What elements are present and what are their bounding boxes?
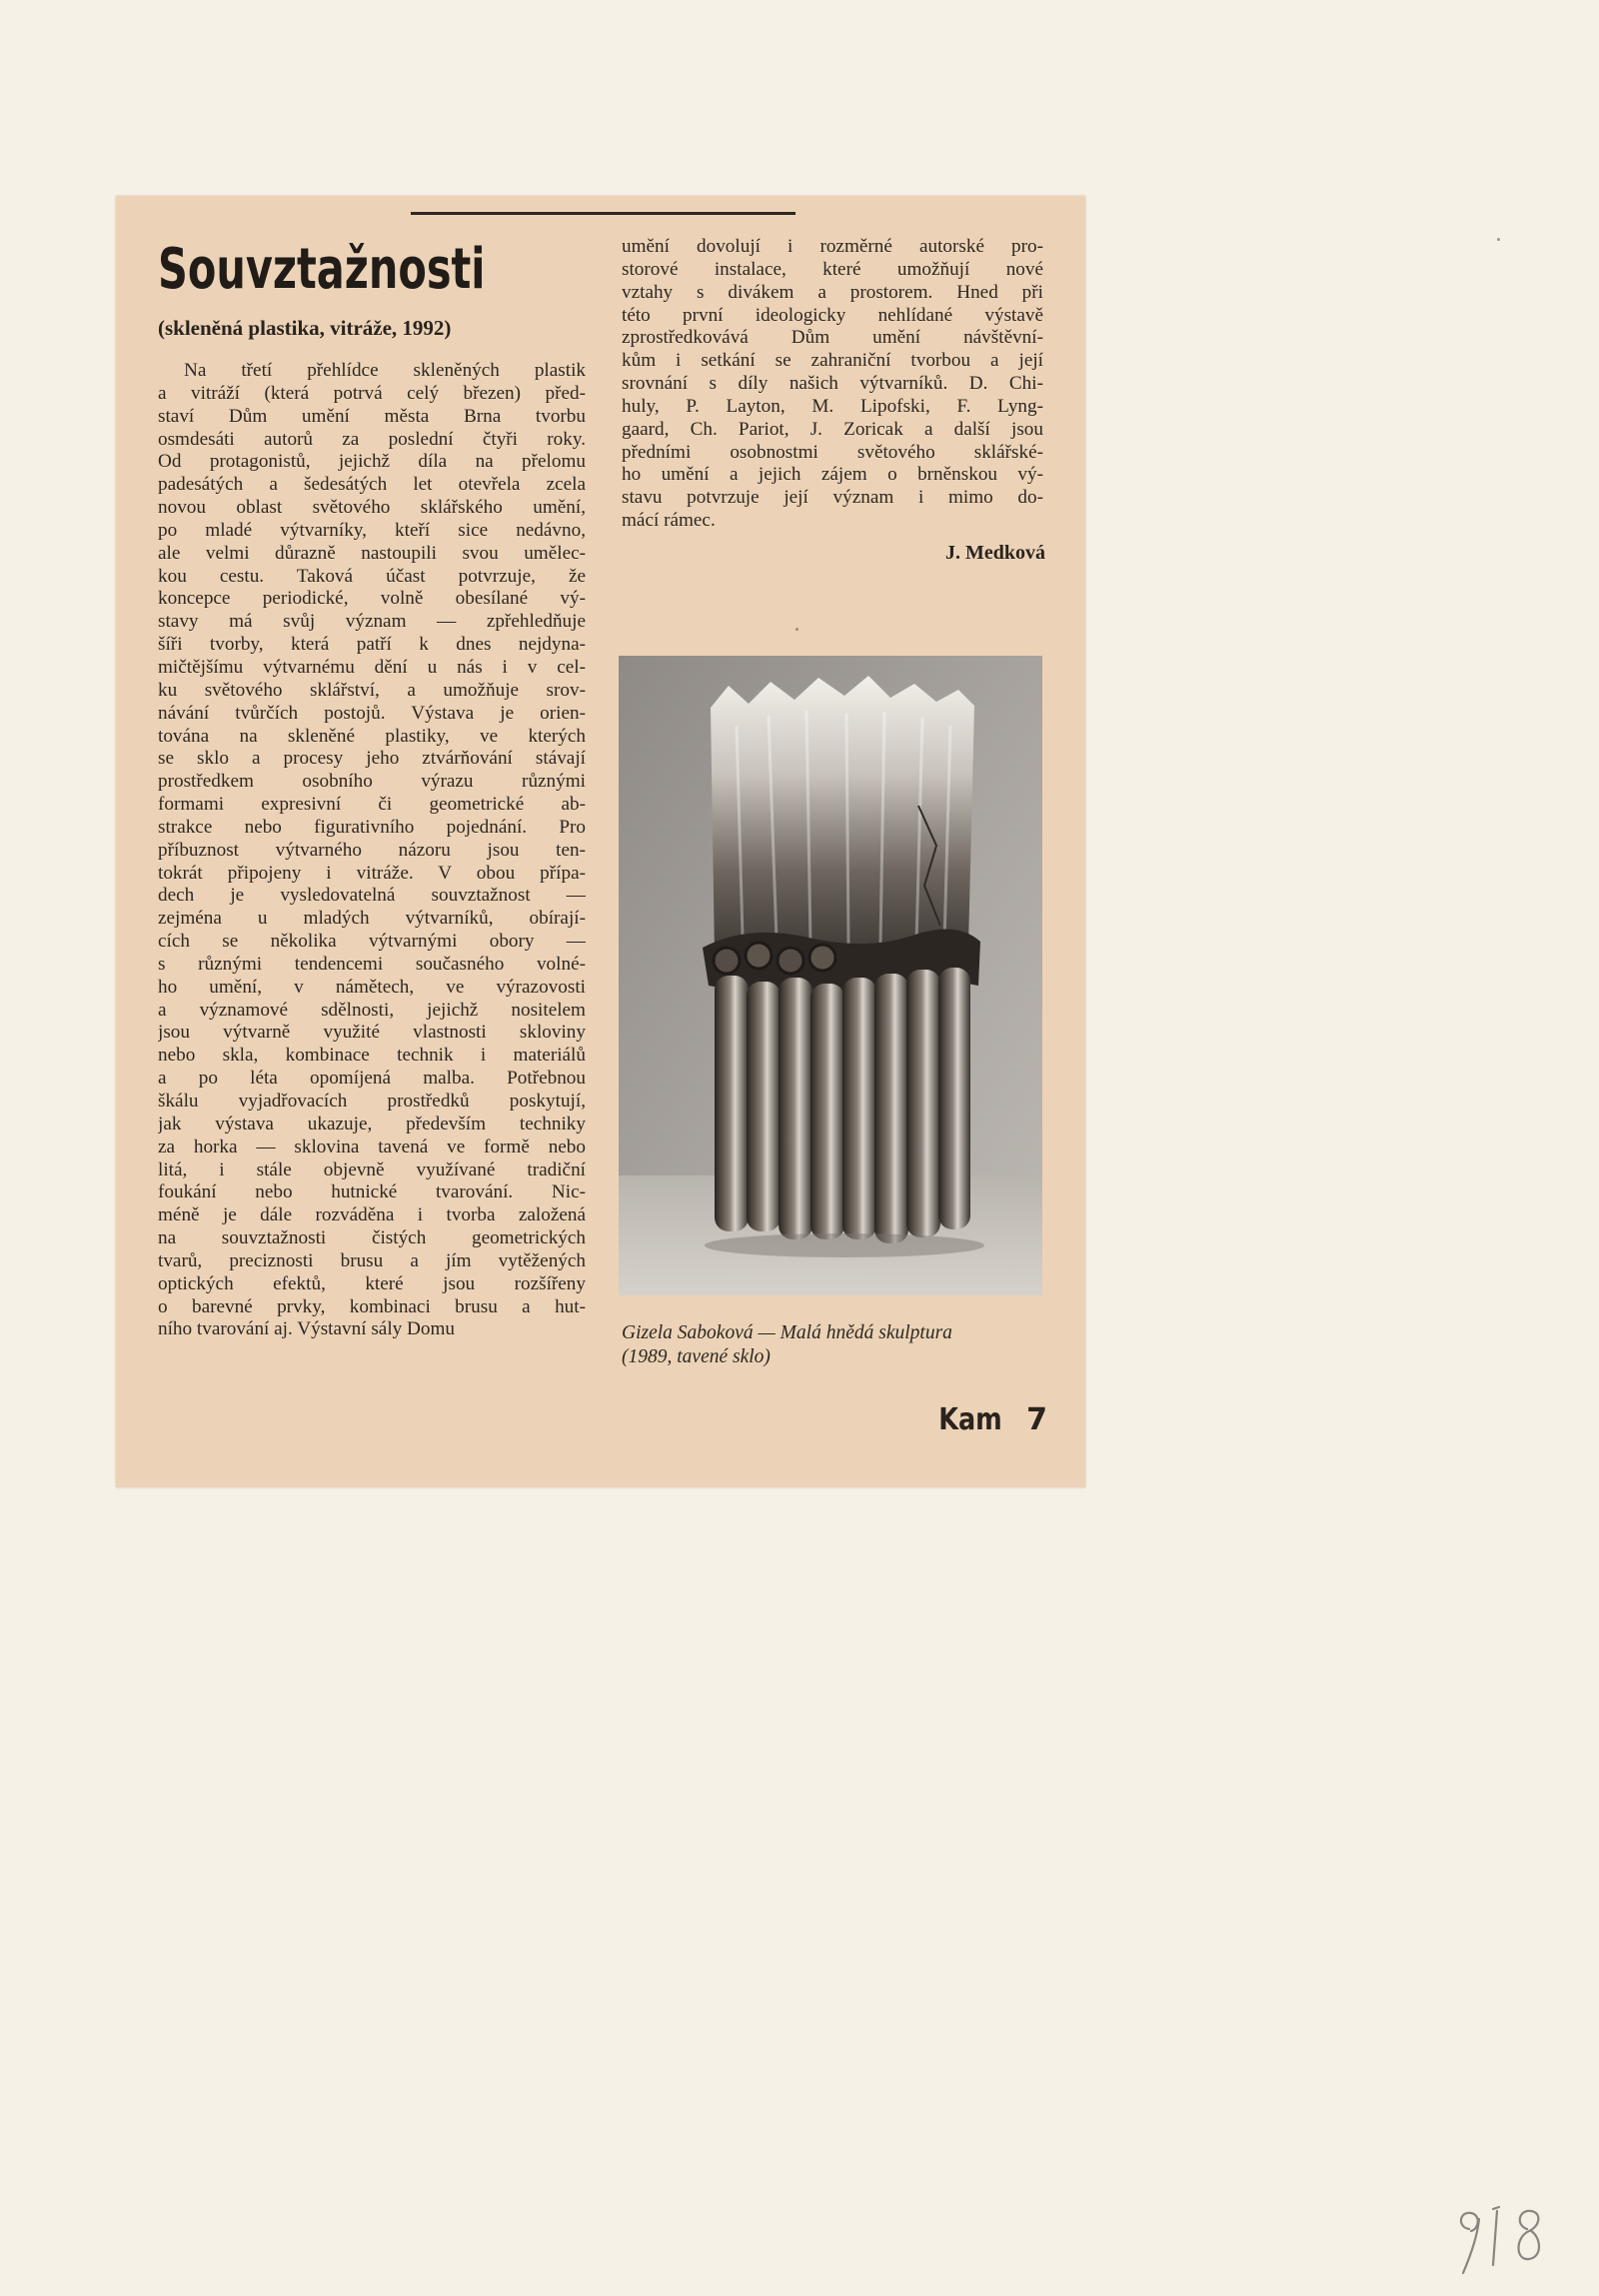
article-text-line: foukání nebo hutnické tvarování. Nic- xyxy=(158,1181,586,1203)
article-text-line: jak výstava ukazuje, především techniky xyxy=(158,1113,586,1135)
article-text-line: škálu vyjadřovacích prostředků poskytují, xyxy=(158,1091,586,1112)
article-text-line: a významové sdělnosti, jejichž nositelem xyxy=(158,999,586,1021)
article-text-line: o barevné prvky, kombinaci brusu a hut- xyxy=(158,1295,586,1317)
caption-line: (1989, tavené sklo) xyxy=(622,1346,771,1367)
article-text-line: mičtějšímu výtvarnému dění u nás i v cel- xyxy=(158,656,586,678)
article-text-line: tována na skleněné plastiky, ve kterých xyxy=(158,725,586,747)
article-text-line: jsou výtvarně využité vlastnosti skloviny xyxy=(158,1022,586,1044)
article-text-line: koncepce periodické, volně obesílané vý- xyxy=(158,588,586,610)
article-text-line: gaard, Ch. Pariot, J. Zoricak a další jsou xyxy=(622,418,1043,440)
article-text-line: ale velmi důrazně nastoupili svou umělec- xyxy=(158,542,586,564)
article-text-line: méně je dále rozváděna i tvorba založená xyxy=(158,1204,586,1226)
article-column-left xyxy=(158,360,586,1341)
article-text-line: ního tvarování aj. Výstavní sály Domu xyxy=(158,1318,456,1340)
article-text-line: návání tvůrčích postojů. Výstava je orien- xyxy=(158,702,586,724)
article-author: J. Medková xyxy=(945,542,1045,564)
article-text-line: tokrát připojeny i vitráže. V obou přípa- xyxy=(158,862,586,884)
article-column-right xyxy=(622,236,1043,533)
article-text-line: umění dovolují i rozměrné autorské pro- xyxy=(622,236,1043,257)
page-number: 7 xyxy=(1026,1402,1047,1437)
article-subtitle: (skleněná plastika, vitráže, 1992) xyxy=(158,316,452,340)
sculpture-photo xyxy=(619,656,1042,1295)
article-text-line: ho umění, v námětech, ve výrazovosti xyxy=(158,976,586,998)
article-text-line: Na třetí přehlídce skleněných plastik xyxy=(184,360,586,381)
photo-caption xyxy=(622,1321,1051,1369)
article-text-line: kům i setkání se zahraniční tvorbou a její xyxy=(622,350,1043,372)
article-text-line: stavy má svůj význam — zpřehledňuje xyxy=(158,611,586,633)
article-text-line: vztahy s divákem a prostorem. Hned při xyxy=(622,281,1043,303)
article-text-line: staví Dům umění města Brna tvorbu xyxy=(158,405,586,427)
article-text-line: litá, i stále objevně využívané tradiční xyxy=(158,1158,586,1180)
top-rule xyxy=(411,212,796,215)
article-text-line: cích se několika výtvarnými obory — xyxy=(158,931,586,953)
article-text-line: a vitráží (která potrvá celý březen) před- xyxy=(158,382,586,404)
article-text-line: na souvztažnosti čistých geometrických xyxy=(158,1227,586,1249)
article-text-line: zprostředkovává Dům umění návštěvní- xyxy=(622,327,1043,349)
article-text-line: Od protagonistů, jejichž díla na přelomu xyxy=(158,451,586,473)
article-text-line: tvarů, preciznosti brusu a jím vytěžených xyxy=(158,1249,586,1271)
article-text-line: šíři tvorby, která patří k dnes nejdyna- xyxy=(158,634,586,656)
magazine-name: Kam xyxy=(938,1402,1003,1437)
article-text-line: strakce nebo figurativního pojednání. Pro xyxy=(158,816,586,838)
article-text-line: příbuznost výtvarného názoru jsou ten- xyxy=(158,839,586,861)
caption-line: Gizela Saboková — Malá hnědá skulptura xyxy=(622,1322,952,1343)
article-text-line: a po léta opomíjená malba. Potřebnou xyxy=(158,1068,586,1090)
article-headline: Souvztažnosti xyxy=(158,237,486,302)
article-text-line: ho umění a jejich zájem o brněnskou vý- xyxy=(622,464,1043,486)
article-text-line: ku světového sklářství, a umožňuje srov- xyxy=(158,679,586,701)
article-text-line: mácí rámec. xyxy=(622,510,716,532)
article-text-line: optických efektů, které jsou rozšířeny xyxy=(158,1272,586,1294)
article-text-line: huly, P. Layton, M. Lipofski, F. Lyng- xyxy=(622,395,1043,417)
article-text-line: osmdesáti autorů za poslední čtyři roky. xyxy=(158,428,586,450)
newspaper-clipping xyxy=(116,196,1085,1487)
article-text-line: zejména u mladých výtvarníků, obírají- xyxy=(158,908,586,930)
article-text-line: dech je vysledovatelná souvztažnost — xyxy=(158,885,586,907)
article-text-line: srovnání s díly našich výtvarníků. D. Chi- xyxy=(622,373,1043,395)
paper-speck xyxy=(1497,238,1500,241)
article-text-line: novou oblast světového sklářského umění, xyxy=(158,497,586,519)
article-text-line: s různými tendencemi současného volné- xyxy=(158,953,586,975)
article-text-line: nebo skla, kombinace technik i materiálů xyxy=(158,1045,586,1067)
article-text-line: stavu potvrzuje její význam i mimo do- xyxy=(622,487,1043,509)
handwritten-archive-number xyxy=(1449,2199,1579,2279)
article-text-line: předními osobnostmi světového sklářské- xyxy=(622,441,1043,463)
article-text-line: formami expresivní či geometrické ab- xyxy=(158,794,586,816)
article-text-line: storové instalace, které umožňují nové xyxy=(622,258,1043,280)
article-text-line: kou cestu. Taková účast potvrzuje, že xyxy=(158,565,586,587)
article-text-line: se sklo a procesy jeho ztvárňování stávají xyxy=(158,748,586,770)
article-text-line: po mladé výtvarníky, kteří sice nedávno, xyxy=(158,519,586,541)
paper-speck xyxy=(796,628,799,631)
article-text-line: prostředkem osobního výrazu různými xyxy=(158,771,586,793)
page-footer xyxy=(927,1402,1047,1438)
article-text-line: této první ideologicky nehlídané výstavě xyxy=(622,304,1043,326)
article-text-line: za horka — sklovina tavená ve formě nebo xyxy=(158,1136,586,1157)
article-text-line: padesátých a šedesátých let otevřela zcela xyxy=(158,474,586,496)
